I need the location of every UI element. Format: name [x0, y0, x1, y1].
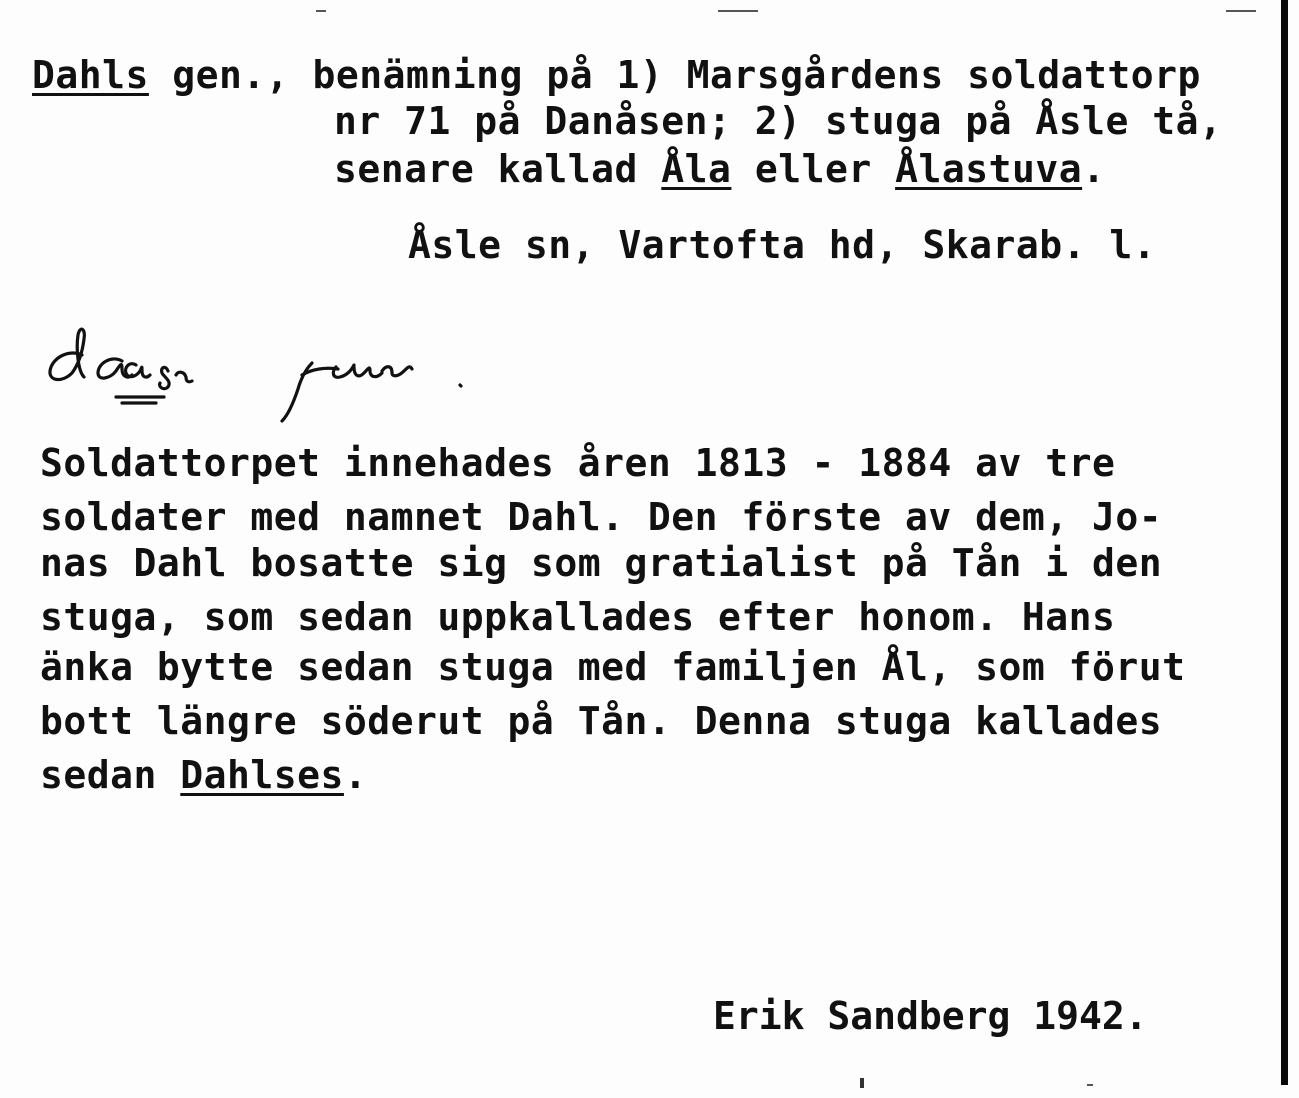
scan-speck: [860, 1078, 864, 1088]
body-line-1: Soldattorpet innehades åren 1813 - 1884 av tre: [40, 441, 1116, 485]
entry-line-1: [32, 52, 1201, 98]
body-line-3: nas Dahl bosatte sig som gratialist på Tån i den: [40, 541, 1163, 585]
body-line-5: änka bytte sedan stuga med familjen Ål, som förut: [40, 645, 1186, 689]
scan-speck: [1087, 1084, 1093, 1086]
scan-speck: [316, 10, 326, 12]
body-line-7-a: sedan: [40, 753, 181, 797]
entry-line-1-text: gen., benämning på 1) Marsgårdens soldattorp: [148, 53, 1201, 97]
variant-name-dahlses: Dahlses: [180, 753, 344, 797]
body-line-4: stuga, som sedan uppkallades efter honom. Hans: [40, 595, 1116, 639]
body-line-7-b: .: [343, 753, 368, 797]
entry-line-3-a: senare kallad: [334, 147, 662, 191]
card-edge-shadow: [1281, 0, 1288, 1085]
location-line: Åsle sn, Vartofta hd, Skarab. l.: [408, 223, 1157, 267]
body-line-6: bott längre söderut på Tån. Denna stuga kallades: [40, 699, 1163, 743]
scan-speck: [718, 10, 758, 12]
body-line-7: [40, 752, 367, 798]
headword: Dahls: [32, 53, 149, 97]
scan-speck: [1226, 10, 1256, 12]
variant-name-alastuva: Ålastuva: [895, 147, 1083, 191]
handwritten-note: [40, 315, 480, 425]
entry-line-2: nr 71 på Danåsen; 2) stuga på Åsle tå,: [334, 99, 1223, 143]
body-line-2: soldater med namnet Dahl. Den förste av dem, Jo-: [40, 495, 1163, 539]
entry-line-3-c: .: [1082, 147, 1106, 191]
entry-line-3-b: eller: [731, 147, 896, 191]
entry-line-3: [334, 146, 1106, 192]
variant-name-ala: Åla: [661, 147, 732, 191]
signature: Erik Sandberg 1942.: [713, 994, 1148, 1038]
